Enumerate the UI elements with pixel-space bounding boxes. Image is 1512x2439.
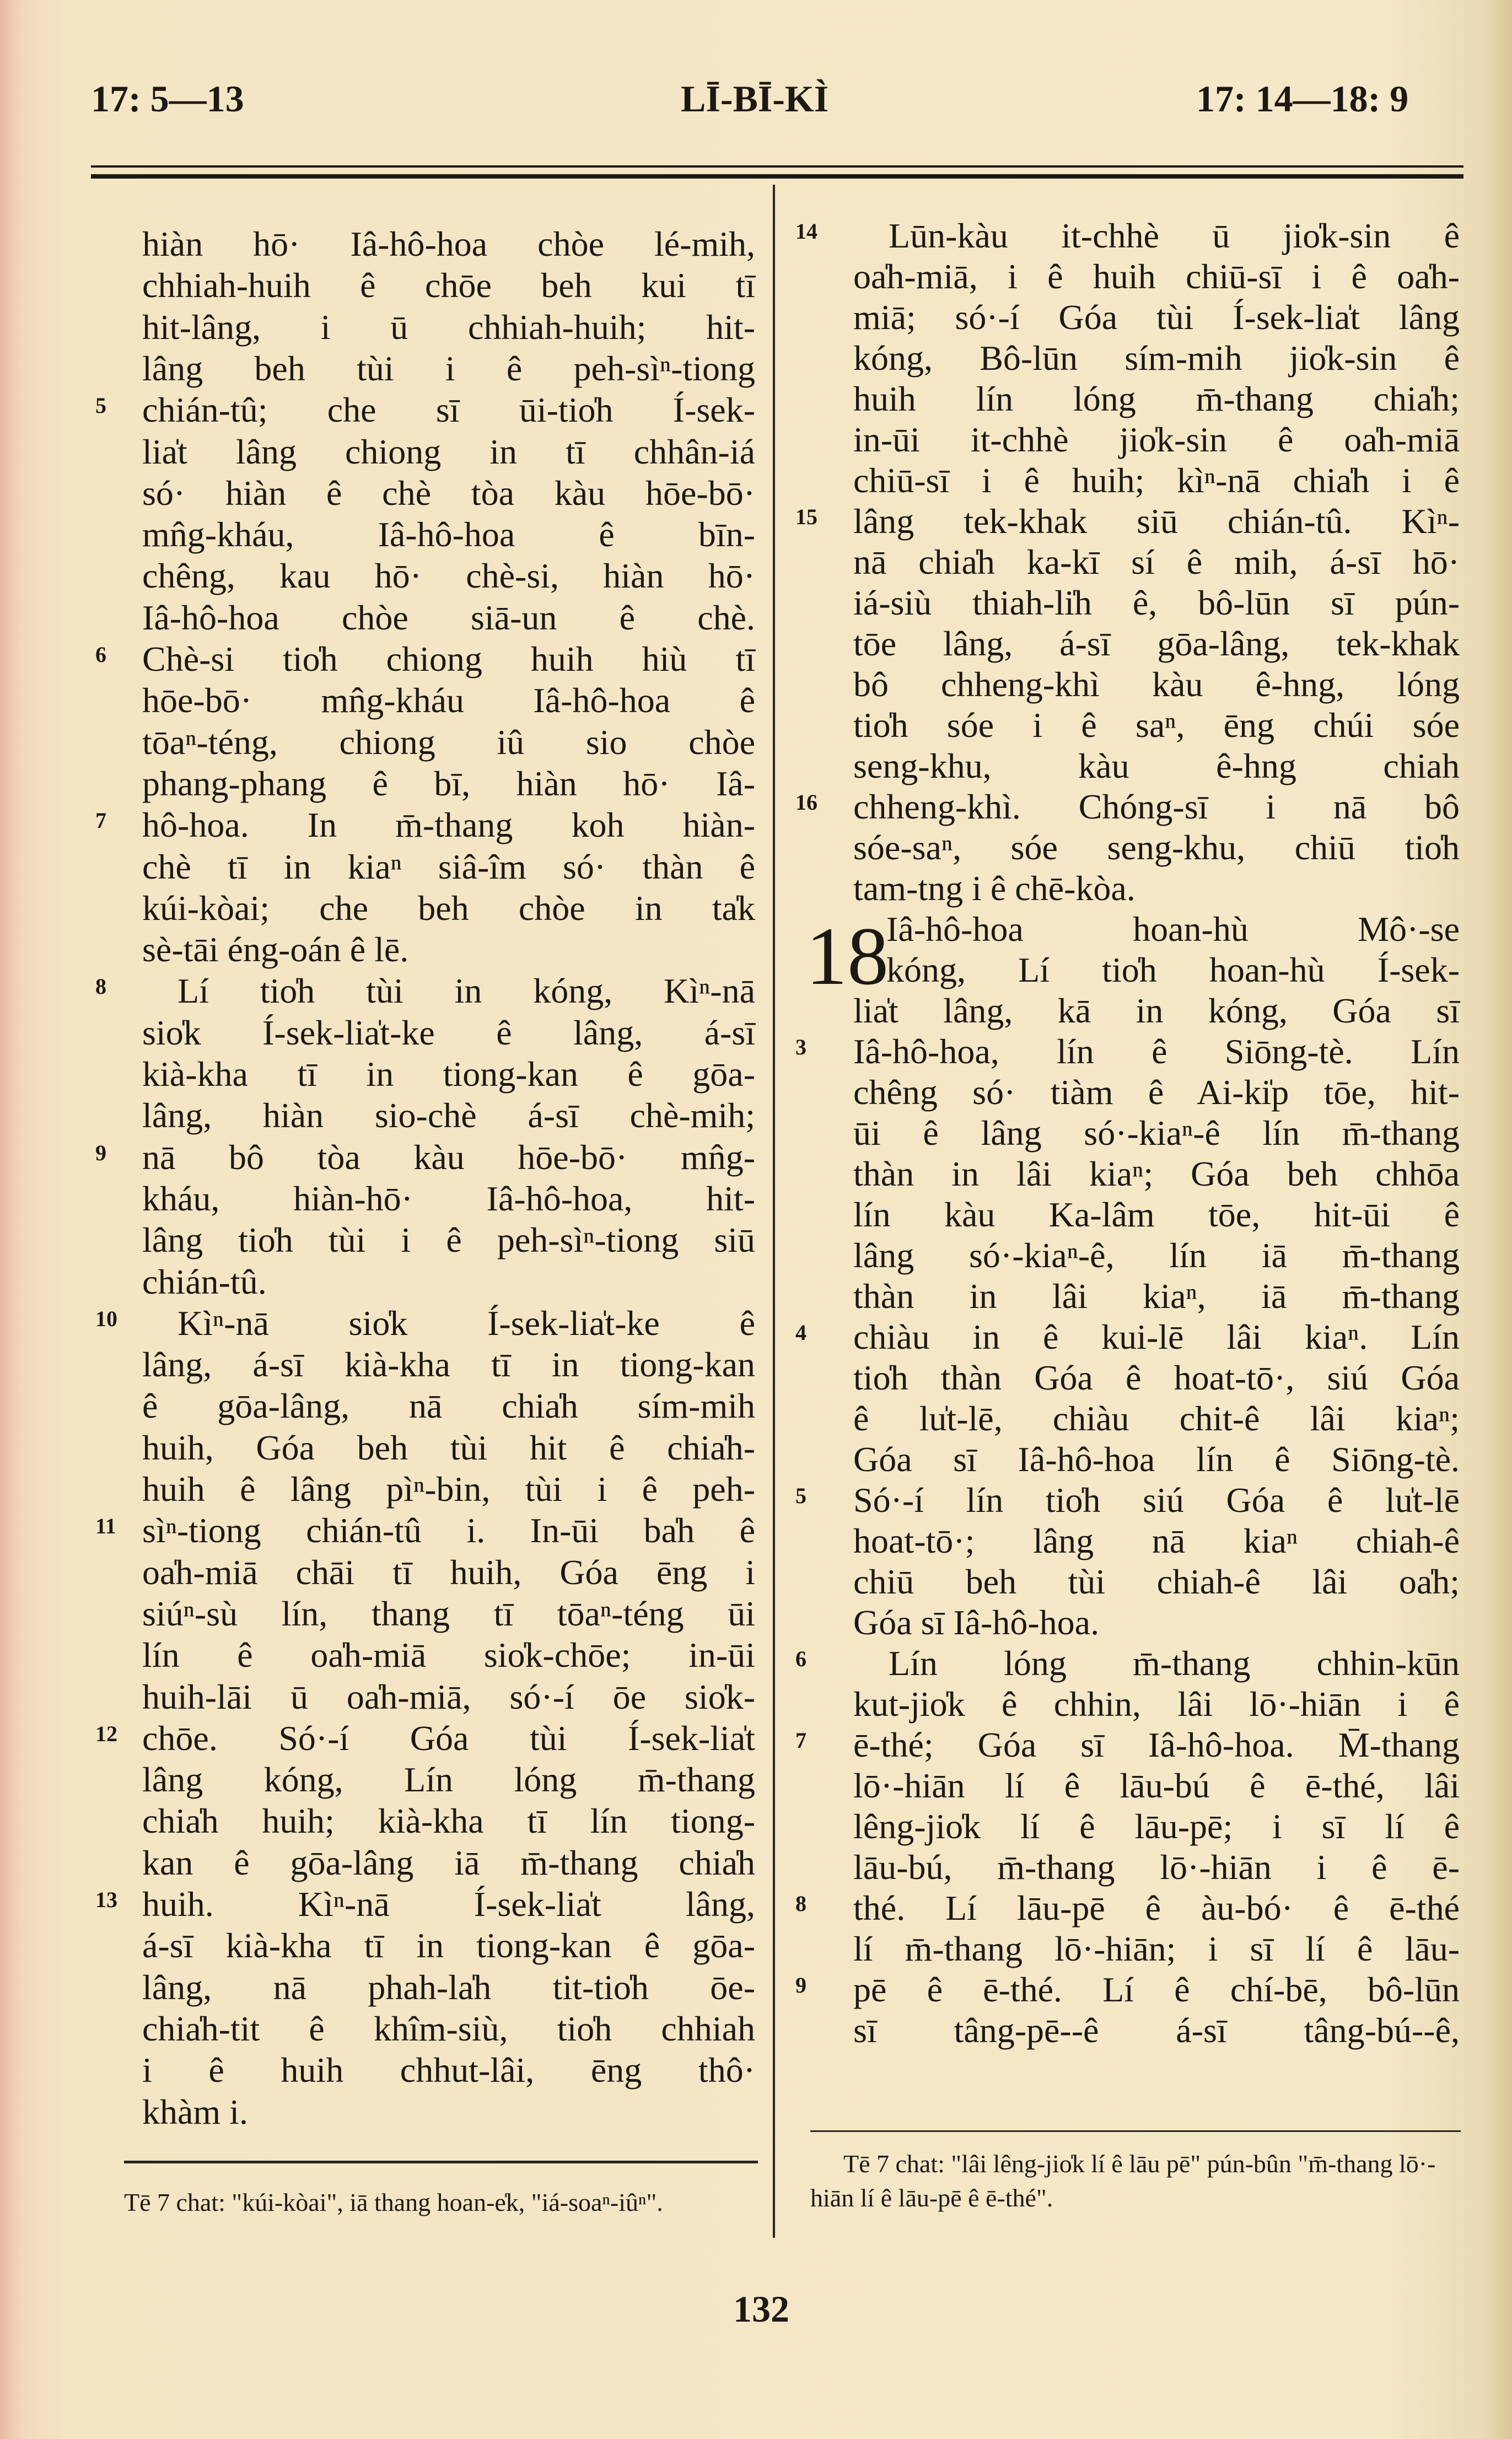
verse-number: 14 — [795, 219, 817, 244]
footnote-rule-left — [124, 2161, 758, 2163]
text-line: in-ūi it-chhè jio̍k-sin ê oa̍h-miā — [853, 420, 1460, 459]
verse-number: 6 — [795, 1646, 806, 1671]
text-line: chiū-sī i ê huih; kìⁿ-nā chia̍h i ê — [853, 461, 1460, 500]
text-line: lâng, nā phah-la̍h tit-tio̍h ōe- — [142, 1967, 755, 2007]
text-line: Góa sī Iâ-hô-hoa. — [853, 1603, 1100, 1642]
header-rule-thin — [91, 165, 1463, 168]
text-line: sio̍k Í-sek-lia̍t-ke ê lâng, á-sī — [142, 1013, 755, 1052]
chapter-number: 18 — [806, 911, 889, 1002]
text-line: siúⁿ-sù lín, thang tī tōaⁿ-téng ūi — [142, 1593, 755, 1633]
text-line: iá-siù thiah-li̍h ê, bô-lūn sī pún- — [853, 583, 1460, 622]
text-line: só· hiàn ê chè tòa kàu hōe-bō· — [142, 473, 755, 513]
text-line: huih, Góa beh tùi hit ê chia̍h- — [142, 1428, 755, 1467]
text-line: ūi ê lâng só·-kiaⁿ-ê lín m̄-thang — [853, 1113, 1460, 1153]
footnote-left: Tē 7 chat: "kúi-kòai", iā thang hoan-e̍k, "iá-soaⁿ-iûⁿ". — [124, 2188, 663, 2216]
text-line: hiàn hō· Iâ-hô-hoa chòe lé-mih, — [142, 224, 755, 263]
running-head-left: 17: 5—13 — [91, 78, 244, 120]
text-line: Iâ-hô-hoa chòe siā-un ê chè. — [142, 597, 755, 637]
text-line: Góa sī Iâ-hô-hoa lín ê Siōng-tè. — [853, 1440, 1460, 1479]
text-line: lâng kóng, Lín lóng m̄-thang — [142, 1760, 755, 1800]
text-line: chiū beh tùi chiah-ê lâi oa̍h; — [853, 1562, 1460, 1601]
verse-number: 11 — [95, 1514, 116, 1539]
verse-number: 7 — [95, 808, 106, 833]
column-divider — [773, 185, 775, 2238]
text-line: lia̍t lâng, kā in kóng, Góa sī — [853, 991, 1460, 1030]
page-number: 132 — [733, 2288, 789, 2330]
verse-number: 13 — [95, 1887, 117, 1912]
text-line: lâng tio̍h tùi i ê peh-sìⁿ-tiong siū — [142, 1220, 755, 1260]
text-line: lâng tek-khak siū chián-tû. Kìⁿ- — [853, 502, 1460, 541]
text-line: kúi-kòai; che beh chòe in ta̍k — [142, 888, 755, 928]
header-rule-thick — [91, 174, 1463, 179]
verse-number: 4 — [795, 1320, 806, 1345]
text-line: seng-khu, kàu ê-hng chiah — [853, 746, 1460, 785]
text-line: Chè-si tio̍h chiong huih hiù tī — [142, 639, 755, 679]
text-line: lín ê oa̍h-miā sio̍k-chōe; in-ūi — [142, 1635, 755, 1675]
text-line: ê lu̍t-lē, chiàu chit-ê lâi kiaⁿ; — [853, 1399, 1460, 1438]
text-line: chia̍h huih; kià-kha tī lín tiong- — [142, 1801, 755, 1841]
text-line: hô-hoa. In m̄-thang koh hiàn- — [142, 805, 755, 845]
verse-number: 8 — [795, 1891, 806, 1916]
text-line: tam-tng i ê chē-kòa. — [853, 869, 1136, 908]
verse-number: 6 — [95, 642, 106, 667]
text-line: nā bô tòa kàu hōe-bō· mn̂g- — [142, 1137, 755, 1177]
text-line: á-sī kià-kha tī in tiong-kan ê gōa- — [142, 1926, 755, 1966]
text-line: lín kàu Ka-lâm tōe, hit-ūi ê — [853, 1195, 1460, 1234]
text-line: kut-jio̍k ê chhin, lâi lō·-hiān i ê — [853, 1684, 1460, 1724]
text-line: nā chia̍h ka-kī sí ê mih, á-sī hō· — [853, 542, 1460, 582]
text-line: oa̍h-miā, i ê huih chiū-sī i ê oa̍h- — [853, 257, 1460, 296]
text-line: lí m̄-thang lō·-hiān; i sī lí ê lāu- — [853, 1929, 1460, 1968]
text-line: tōe lâng, á-sī gōa-lâng, tek-khak — [853, 624, 1460, 663]
verse-number: 15 — [795, 504, 817, 529]
text-line: bô chheng-khì kàu ê-hng, lóng — [853, 665, 1460, 704]
verse-number: 16 — [795, 790, 817, 815]
text-line: phang-phang ê bī, hiàn hō· Iâ- — [142, 763, 755, 803]
text-line: kan ê gōa-lâng iā m̄-thang chia̍h — [142, 1843, 755, 1882]
verse-number: 9 — [95, 1140, 106, 1165]
text-line: chêng só· tiàm ê Ai-ki̍p tōe, hit- — [853, 1073, 1460, 1112]
verse-number: 5 — [795, 1483, 806, 1508]
verse-number: 5 — [95, 393, 106, 418]
text-line: pē ê ē-thé. Lí ê chí-bē, bô-lūn — [853, 1970, 1460, 2009]
text-line: lâng só·-kiaⁿ-ê, lín iā m̄-thang — [853, 1236, 1460, 1275]
text-line: lia̍t lâng chiong in tī chhân-iá — [142, 432, 755, 471]
text-line: chêng, kau hō· chè-si, hiàn hō· — [142, 556, 755, 596]
text-line: huih ê lâng pìⁿ-bin, tùi i ê peh- — [142, 1469, 755, 1509]
text-line: i ê huih chhut-lâi, ēng thô· — [142, 2050, 755, 2090]
text-line: Iâ-hô-hoa, lín ê Siōng-tè. Lín — [853, 1032, 1460, 1071]
text-line: huih lín lóng m̄-thang chia̍h; — [853, 379, 1460, 418]
text-line: sìⁿ-tiong chián-tû i. In-ūi ba̍h ê — [142, 1511, 755, 1550]
text-line: lâng, hiàn sio-chè á-sī chè-mih; — [142, 1096, 755, 1135]
text-line: lāu-bú, m̄-thang lō·-hiān i ê ē- — [853, 1848, 1460, 1887]
text-line: ē-thé; Góa sī Iâ-hô-hoa. M̄-thang — [853, 1725, 1460, 1764]
verse-number: 7 — [795, 1728, 806, 1753]
text-line: chōe. Só·-í Góa tùi Í-sek-lia̍t — [142, 1718, 755, 1758]
text-line: tio̍h sóe i ê saⁿ, ēng chúi sóe — [853, 706, 1460, 745]
text-line: sè-tāi éng-oán ê lē. — [142, 930, 409, 970]
text-line: thàn in lâi kiaⁿ, iā m̄-thang — [853, 1277, 1460, 1316]
text-line: hoat-tō·; lâng nā kiaⁿ chiah-ê — [853, 1521, 1460, 1560]
text-line: thàn in lâi kiaⁿ; Góa beh chhōa — [853, 1154, 1460, 1193]
text-line: huih-lāi ū oa̍h-miā, só·-í ōe sio̍k- — [142, 1677, 755, 1716]
text-line: chián-tû; che sī ūi-tio̍h Í-sek- — [142, 390, 755, 430]
text-line: lêng-jio̍k lí ê lāu-pē; i sī lí ê — [853, 1807, 1460, 1846]
running-head-title: LĪ-BĪ-KÌ — [681, 78, 829, 120]
text-line: lō·-hiān lí ê lāu-bú ê ē-thé, lâi — [853, 1766, 1460, 1805]
text-line: chia̍h-tit ê khîm-siù, tio̍h chhiah — [142, 2009, 755, 2048]
text-line: Lín lóng m̄-thang chhin-kūn — [889, 1644, 1460, 1683]
text-line: lâng beh tùi i ê peh-sìⁿ-tiong — [142, 348, 755, 388]
text-line: tōaⁿ-téng, chiong iû sio chòe — [142, 722, 755, 762]
text-line: huih. Kìⁿ-nā Í-sek-lia̍t lâng, — [142, 1885, 755, 1924]
text-line: chián-tû. — [142, 1262, 267, 1301]
text-line: Só·-í lín tio̍h siú Góa ê lu̍t-lē — [853, 1480, 1460, 1520]
text-line: mn̂g-kháu, Iâ-hô-hoa ê bīn- — [142, 515, 755, 554]
text-line: miā; só·-í Góa tùi Í-sek-lia̍t lâng — [853, 298, 1460, 337]
text-line: sī tâng-pē--ê á-sī tâng-bú--ê, — [853, 2011, 1460, 2050]
text-line: kià-kha tī in tiong-kan ê gōa- — [142, 1054, 755, 1094]
verse-number: 3 — [795, 1035, 806, 1059]
text-line: hōe-bō· mn̂g-kháu Iâ-hô-hoa ê — [142, 681, 755, 720]
text-line: lâng, á-sī kià-kha tī in tiong-kan — [142, 1345, 755, 1385]
running-head-right: 17: 14—18: 9 — [1196, 78, 1409, 120]
text-line: ê gōa-lâng, nā chia̍h sím-mih — [142, 1386, 755, 1426]
text-line: chhiah-huih ê chōe beh kui tī — [142, 266, 755, 305]
verse-number: 12 — [95, 1721, 117, 1746]
text-line: chheng-khì. Chóng-sī i nā bô — [853, 787, 1460, 826]
text-line: hit-lâng, i ū chhiah-huih; hit- — [142, 307, 755, 347]
verse-number: 8 — [95, 974, 106, 999]
text-line: kóng, Bô-lūn sím-mih jio̍k-sin ê — [853, 338, 1460, 378]
text-line: khàm i. — [142, 2092, 248, 2131]
text-line: chiàu in ê kui-lē lâi kiaⁿ. Lín — [853, 1317, 1460, 1356]
text-line: kóng, Lí tio̍h hoan-hù Í-sek- — [886, 950, 1460, 989]
footnote-right: Tē 7 chat: "lâi lêng-jio̍k lí ê lāu pē" pún-bûn "m̄-thang lō·-hiān lí ê lāu-pē ê ē-thé". — [810, 2150, 1436, 2212]
text-line: oa̍h-miā chāi tī huih, Góa ēng i — [142, 1552, 755, 1592]
text-line: Kìⁿ-nā sio̍k Í-sek-lia̍t-ke ê — [177, 1303, 755, 1343]
text-line: sóe-saⁿ, sóe seng-khu, chiū tio̍h — [853, 828, 1460, 867]
footnote-rule-right — [810, 2130, 1461, 2132]
text-line: tio̍h thàn Góa ê hoat-tō·, siú Góa — [853, 1358, 1460, 1397]
text-line: chè tī in kiaⁿ siâ-îm só· thàn ê — [142, 847, 755, 886]
text-line: Lūn-kàu it-chhè ū jio̍k-sin ê — [889, 216, 1460, 255]
text-line: thé. Lí lāu-pē ê àu-bó· ê ē-thé — [853, 1888, 1460, 1927]
text-line: Iâ-hô-hoa hoan-hù Mô·-se — [886, 909, 1460, 949]
text-line: Lí tio̍h tùi in kóng, Kìⁿ-nā — [177, 971, 755, 1011]
verse-number: 9 — [795, 1973, 806, 1997]
text-line: kháu, hiàn-hō· Iâ-hô-hoa, hit- — [142, 1178, 755, 1218]
verse-number: 10 — [95, 1306, 117, 1331]
